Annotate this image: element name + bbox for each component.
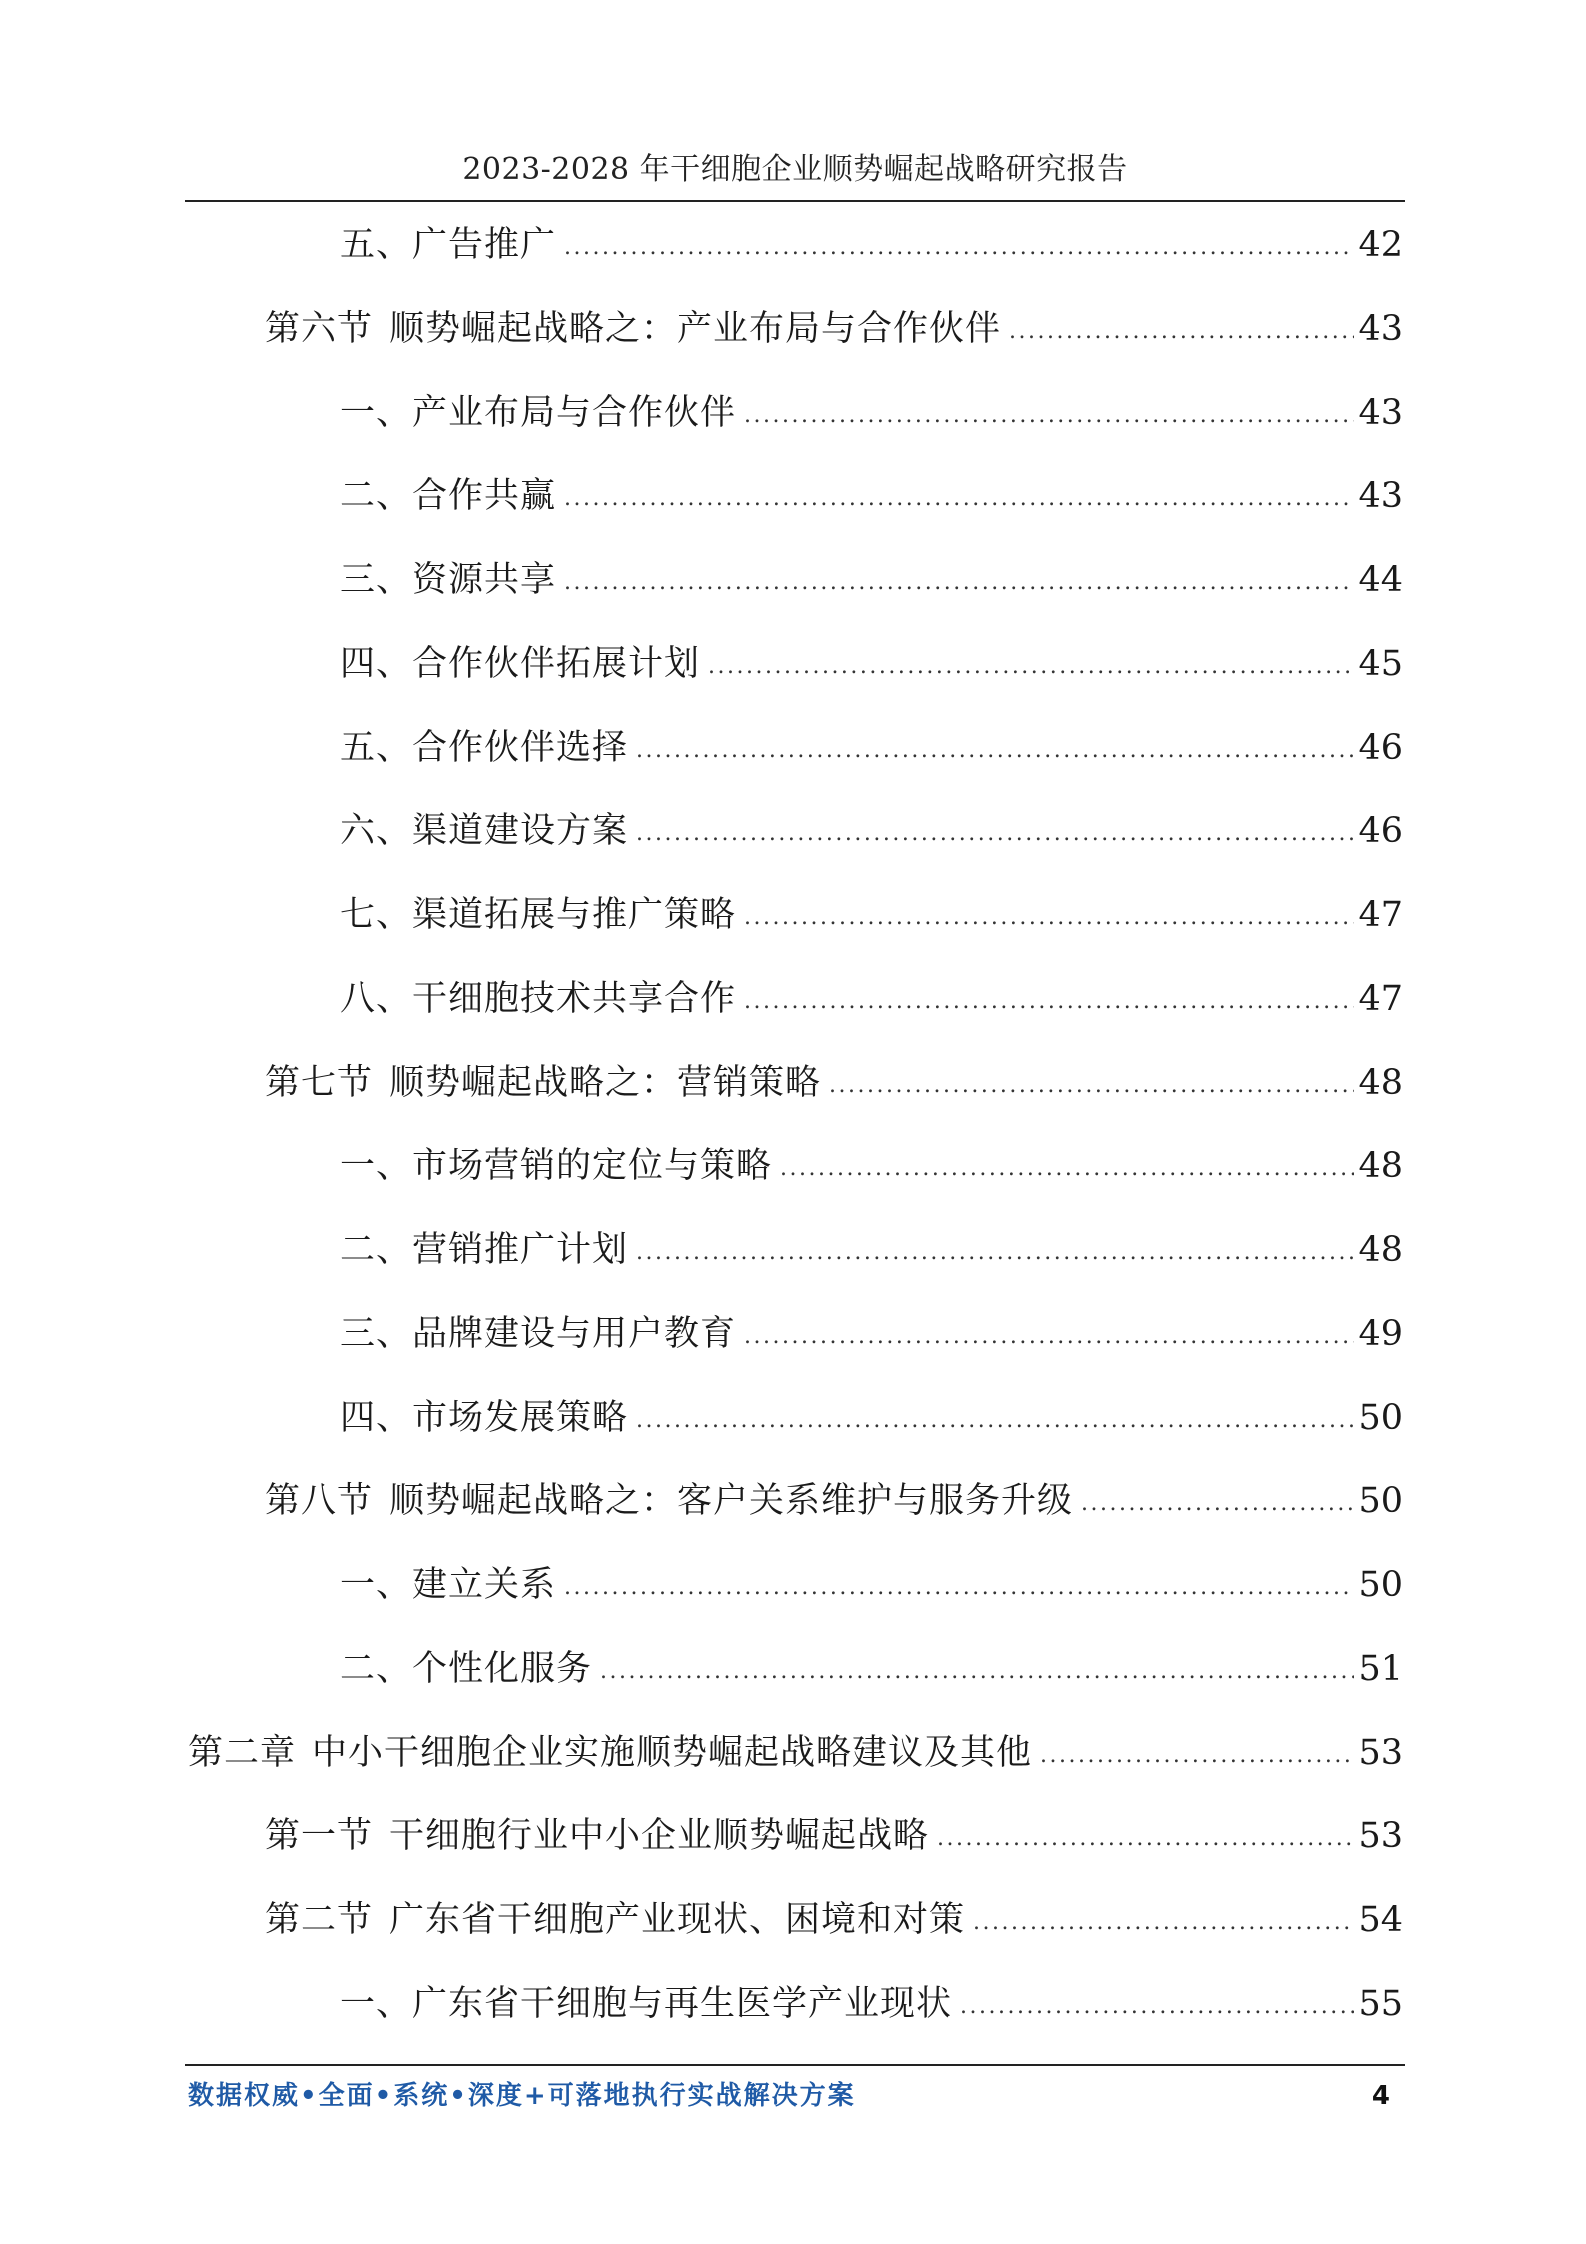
toc-entry-label xyxy=(265,1053,821,1113)
toc-entry-label xyxy=(340,1555,556,1615)
toc-entry[interactable] xyxy=(340,885,1403,945)
toc-dot-leader xyxy=(1040,1726,1354,1786)
toc-entry-title: 市场营销的定位与策略 xyxy=(412,1146,773,1186)
toc-entry-page-number: 48 xyxy=(1358,1063,1403,1103)
toc-dot-leader xyxy=(744,972,1354,1032)
toc-entry-number: 五、 xyxy=(340,225,413,265)
toc-entry-page-number: 47 xyxy=(1358,895,1403,935)
toc-entry-page-number: 50 xyxy=(1358,1481,1403,1521)
toc-entry-number: 七、 xyxy=(340,895,413,935)
toc-entry[interactable] xyxy=(340,1220,1403,1280)
toc-entry-number: 一、 xyxy=(340,1984,413,2024)
toc-entry[interactable] xyxy=(340,383,1403,443)
toc-entry-page-number: 50 xyxy=(1358,1398,1403,1438)
toc-entry-number: 第一节 xyxy=(265,1816,374,1856)
toc-dot-leader xyxy=(960,1977,1354,2037)
toc-dot-leader xyxy=(636,804,1354,864)
toc-entry-page-number: 46 xyxy=(1358,811,1403,851)
toc-entry-label xyxy=(340,801,628,861)
toc-entry-title: 品牌建设与用户教育 xyxy=(412,1314,737,1354)
toc-entry[interactable] xyxy=(265,299,1403,359)
toc-dot-leader xyxy=(636,1223,1354,1283)
toc-entry-title: 建立关系 xyxy=(412,1565,557,1605)
toc-entry-page-number: 45 xyxy=(1358,644,1403,684)
toc-dot-leader xyxy=(1081,1474,1354,1534)
toc-dot-leader xyxy=(1009,302,1354,362)
toc-entry[interactable] xyxy=(340,1555,1403,1615)
toc-entry-page-number: 44 xyxy=(1358,560,1403,600)
toc-entry-title: 顺势崛起战略之：营销策略 xyxy=(389,1063,822,1103)
toc-entry-title: 顺势崛起战略之：客户关系维护与服务升级 xyxy=(389,1481,1074,1521)
toc-entry[interactable] xyxy=(340,634,1403,694)
toc-entry-number: 三、 xyxy=(340,560,413,600)
toc-dot-leader xyxy=(564,1558,1354,1618)
toc-entry-title: 产业布局与合作伙伴 xyxy=(412,393,737,433)
toc-dot-leader xyxy=(708,637,1354,697)
toc-entry-page-number: 47 xyxy=(1358,979,1403,1019)
toc-entry-label xyxy=(340,1304,736,1364)
toc-dot-leader xyxy=(564,553,1354,613)
toc-entry-number: 四、 xyxy=(340,1398,413,1438)
toc-entry-title: 广告推广 xyxy=(412,225,557,265)
toc-entry-page-number: 43 xyxy=(1358,309,1403,349)
footer-page-number: 4 xyxy=(1371,2081,1390,2111)
toc-dot-leader xyxy=(636,1391,1354,1451)
toc-dot-leader xyxy=(780,1139,1354,1199)
page-header: 2023-2028 年干细胞企业顺势崛起战略研究报告 xyxy=(462,152,1128,187)
toc-entry-label xyxy=(265,1890,965,1950)
toc-entry-label xyxy=(340,1639,592,1699)
toc-entry-label xyxy=(340,969,736,1029)
toc-entry-number: 二、 xyxy=(340,1230,413,1270)
toc-entry-number: 第八节 xyxy=(265,1481,374,1521)
toc-entry-label xyxy=(340,1220,628,1280)
toc-entry-title: 营销推广计划 xyxy=(412,1230,629,1270)
toc-entry[interactable] xyxy=(265,1890,1403,1950)
toc-entry-page-number: 53 xyxy=(1358,1816,1403,1856)
toc-dot-leader xyxy=(564,469,1354,529)
toc-entry-number: 二、 xyxy=(340,1649,413,1689)
toc-dot-leader xyxy=(744,1307,1354,1367)
toc-entry[interactable] xyxy=(340,466,1403,526)
toc-dot-leader xyxy=(744,386,1354,446)
toc-entry-number: 四、 xyxy=(340,644,413,684)
toc-entry[interactable] xyxy=(340,969,1403,1029)
toc-entry[interactable] xyxy=(188,1723,1403,1783)
toc-entry-number: 第七节 xyxy=(265,1063,374,1103)
toc-entry[interactable] xyxy=(340,1388,1403,1448)
toc-entry-number: 一、 xyxy=(340,1565,413,1605)
toc-entry-page-number: 43 xyxy=(1358,393,1403,433)
toc-entry-label xyxy=(188,1723,1032,1783)
toc-entry-number: 第二章 xyxy=(188,1733,297,1773)
header-divider xyxy=(185,200,1405,202)
toc-entry[interactable] xyxy=(265,1053,1403,1113)
toc-entry-number: 第二节 xyxy=(265,1900,374,1940)
toc-entry[interactable] xyxy=(340,215,1403,275)
toc-entry-title: 干细胞技术共享合作 xyxy=(412,979,737,1019)
toc-entry[interactable] xyxy=(340,801,1403,861)
toc-entry-title: 市场发展策略 xyxy=(412,1398,629,1438)
footer-slogan: 数据权威•全面•系统•深度+可落地执行实战解决方案 xyxy=(188,2081,856,2111)
toc-entry-title: 顺势崛起战略之：产业布局与合作伙伴 xyxy=(389,309,1002,349)
toc-entry-page-number: 43 xyxy=(1358,476,1403,516)
toc-entry-page-number: 42 xyxy=(1358,225,1403,265)
toc-entry[interactable] xyxy=(265,1806,1403,1866)
toc-entry-title: 渠道拓展与推广策略 xyxy=(412,895,737,935)
toc-entry-page-number: 46 xyxy=(1358,728,1403,768)
toc-entry-label xyxy=(265,1806,929,1866)
toc-entry-label xyxy=(265,1471,1073,1531)
toc-entry-number: 三、 xyxy=(340,1314,413,1354)
toc-entry-page-number: 49 xyxy=(1358,1314,1403,1354)
toc-entry-label xyxy=(340,383,736,443)
toc-entry-page-number: 50 xyxy=(1358,1565,1403,1605)
toc-entry-page-number: 48 xyxy=(1358,1146,1403,1186)
footer-divider xyxy=(185,2064,1405,2066)
toc-entry-title: 干细胞行业中小企业顺势崛起战略 xyxy=(389,1816,930,1856)
toc-entry-label xyxy=(340,1388,628,1448)
toc-entry-page-number: 55 xyxy=(1358,1984,1403,2024)
toc-dot-leader xyxy=(829,1056,1354,1116)
toc-entry-number: 五、 xyxy=(340,728,413,768)
toc-entry-label xyxy=(265,299,1001,359)
toc-dot-leader xyxy=(564,218,1354,278)
toc-entry-label xyxy=(340,718,628,778)
toc-entry-title: 广东省干细胞与再生医学产业现状 xyxy=(412,1984,953,2024)
toc-entry-page-number: 54 xyxy=(1358,1900,1403,1940)
toc-entry[interactable] xyxy=(340,1639,1403,1699)
toc-entry[interactable] xyxy=(340,718,1403,778)
toc-entry-number: 八、 xyxy=(340,979,413,1019)
toc-entry-page-number: 51 xyxy=(1358,1649,1403,1689)
toc-entry-number: 六、 xyxy=(340,811,413,851)
toc-entry[interactable] xyxy=(340,1974,1403,2034)
toc-entry-title: 中小干细胞企业实施顺势崛起战略建议及其他 xyxy=(312,1733,1033,1773)
toc-entry-number: 第六节 xyxy=(265,309,374,349)
toc-entry-label xyxy=(340,466,556,526)
toc-entry-number: 一、 xyxy=(340,393,413,433)
toc-entry-title: 广东省干细胞产业现状、困境和对策 xyxy=(389,1900,966,1940)
toc-entry-label xyxy=(340,215,556,275)
toc-entry-label xyxy=(340,885,736,945)
toc-entry-title: 合作伙伴拓展计划 xyxy=(412,644,701,684)
toc-entry-title: 合作共赢 xyxy=(412,476,557,516)
toc-entry-label xyxy=(340,550,556,610)
toc-entry-label xyxy=(340,1136,772,1196)
toc-dot-leader xyxy=(937,1809,1354,1869)
toc-entry[interactable] xyxy=(265,1471,1403,1531)
toc-entry-number: 二、 xyxy=(340,476,413,516)
toc-entry-title: 渠道建设方案 xyxy=(412,811,629,851)
toc-entry-title: 合作伙伴选择 xyxy=(412,728,629,768)
toc-entry-label xyxy=(340,634,700,694)
toc-entry-label xyxy=(340,1974,952,2034)
toc-entry-page-number: 48 xyxy=(1358,1230,1403,1270)
toc-entry-page-number: 53 xyxy=(1358,1733,1403,1773)
toc-entry-title: 资源共享 xyxy=(412,560,557,600)
toc-dot-leader xyxy=(973,1893,1354,1953)
toc-dot-leader xyxy=(600,1642,1354,1702)
toc-entry[interactable] xyxy=(340,550,1403,610)
toc-entry[interactable] xyxy=(340,1304,1403,1364)
toc-dot-leader xyxy=(636,721,1354,781)
toc-entry-title: 个性化服务 xyxy=(412,1649,593,1689)
toc-dot-leader xyxy=(744,888,1354,948)
toc-entry[interactable] xyxy=(340,1136,1403,1196)
toc-entry-number: 一、 xyxy=(340,1146,413,1186)
